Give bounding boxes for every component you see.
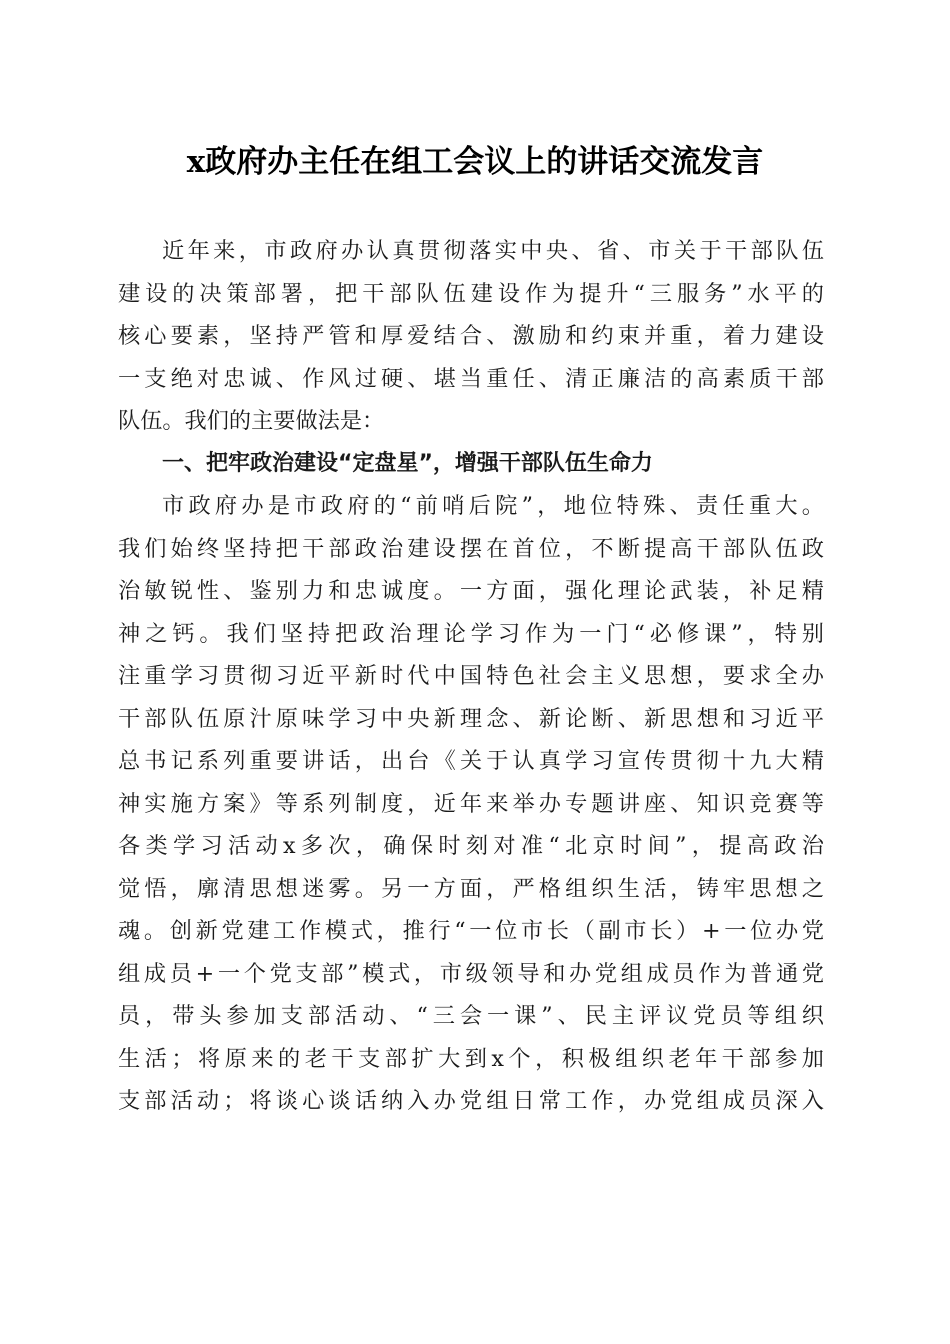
document-title: x政府办主任在组工会议上的讲话交流发言	[186, 144, 764, 180]
paragraph-line: 注重学习贯彻习近平新时代中国特色社会主义思想，要求全办	[118, 663, 824, 689]
paragraph-line: 干部队伍原汁原味学习中央新理念、新论断、新思想和习近平	[118, 705, 824, 732]
paragraph-line: 各类学习活动x多次，确保时刻对准“北京时间”，提高政治	[118, 833, 824, 859]
document-body	[118, 230, 824, 1123]
intro-line: 核心要素，坚持严管和厚爱结合、激励和约束并重，着力建设	[118, 323, 824, 349]
intro-line: 一支绝对忠诚、作风过硬、堪当重任、清正廉洁的高素质干部	[118, 365, 824, 392]
paragraph-line: 总书记系列重要讲话，出台《关于认真学习宣传贯彻十九大精	[118, 748, 824, 774]
paragraph-line: 员，带头参加支部活动、“三会一课”、民主评议党员等组织	[118, 1003, 824, 1029]
intro-line: 队伍。我们的主要做法是：	[118, 408, 385, 434]
paragraph-line: 觉悟，廓清思想迷雾。另一方面，严格组织生活，铸牢思想之	[118, 875, 824, 902]
paragraph-line: 我们始终坚持把干部政治建设摆在首位，不断提高干部队伍政	[118, 535, 824, 562]
paragraph-line: 生活；将原来的老干支部扩大到x个，积极组织老年干部参加	[118, 1045, 824, 1072]
paragraph-line: 支部活动；将谈心谈话纳入办党组日常工作，办党组成员深入	[118, 1088, 824, 1114]
paragraph-line: 神之钙。我们坚持把政治理论学习作为一门“必修课”，特别	[118, 620, 824, 647]
intro-line: 建设的决策部署，把干部队伍建设作为提升“三服务”水平的	[118, 280, 824, 307]
paragraph-line: 治敏锐性、鉴别力和忠诚度。一方面，强化理论武装，补足精	[118, 578, 824, 604]
paragraph-line: 魂。创新党建工作模式，推行“一位市长（副市长）+一位办党	[118, 918, 824, 944]
paragraph-line: 神实施方案》等系列制度，近年来举办专题讲座、知识竞赛等	[118, 790, 824, 817]
section-heading: 一、把牢政治建设“定盘星”，增强干部队伍生命力	[162, 450, 653, 476]
paragraph-line: 组成员+一个党支部”模式，市级领导和办党组成员作为普通党	[118, 960, 824, 987]
paragraph-line: 市政府办是市政府的“前哨后院”，地位特殊、责任重大。	[162, 493, 824, 519]
intro-line: 近年来，市政府办认真贯彻落实中央、省、市关于干部队伍	[162, 238, 824, 264]
